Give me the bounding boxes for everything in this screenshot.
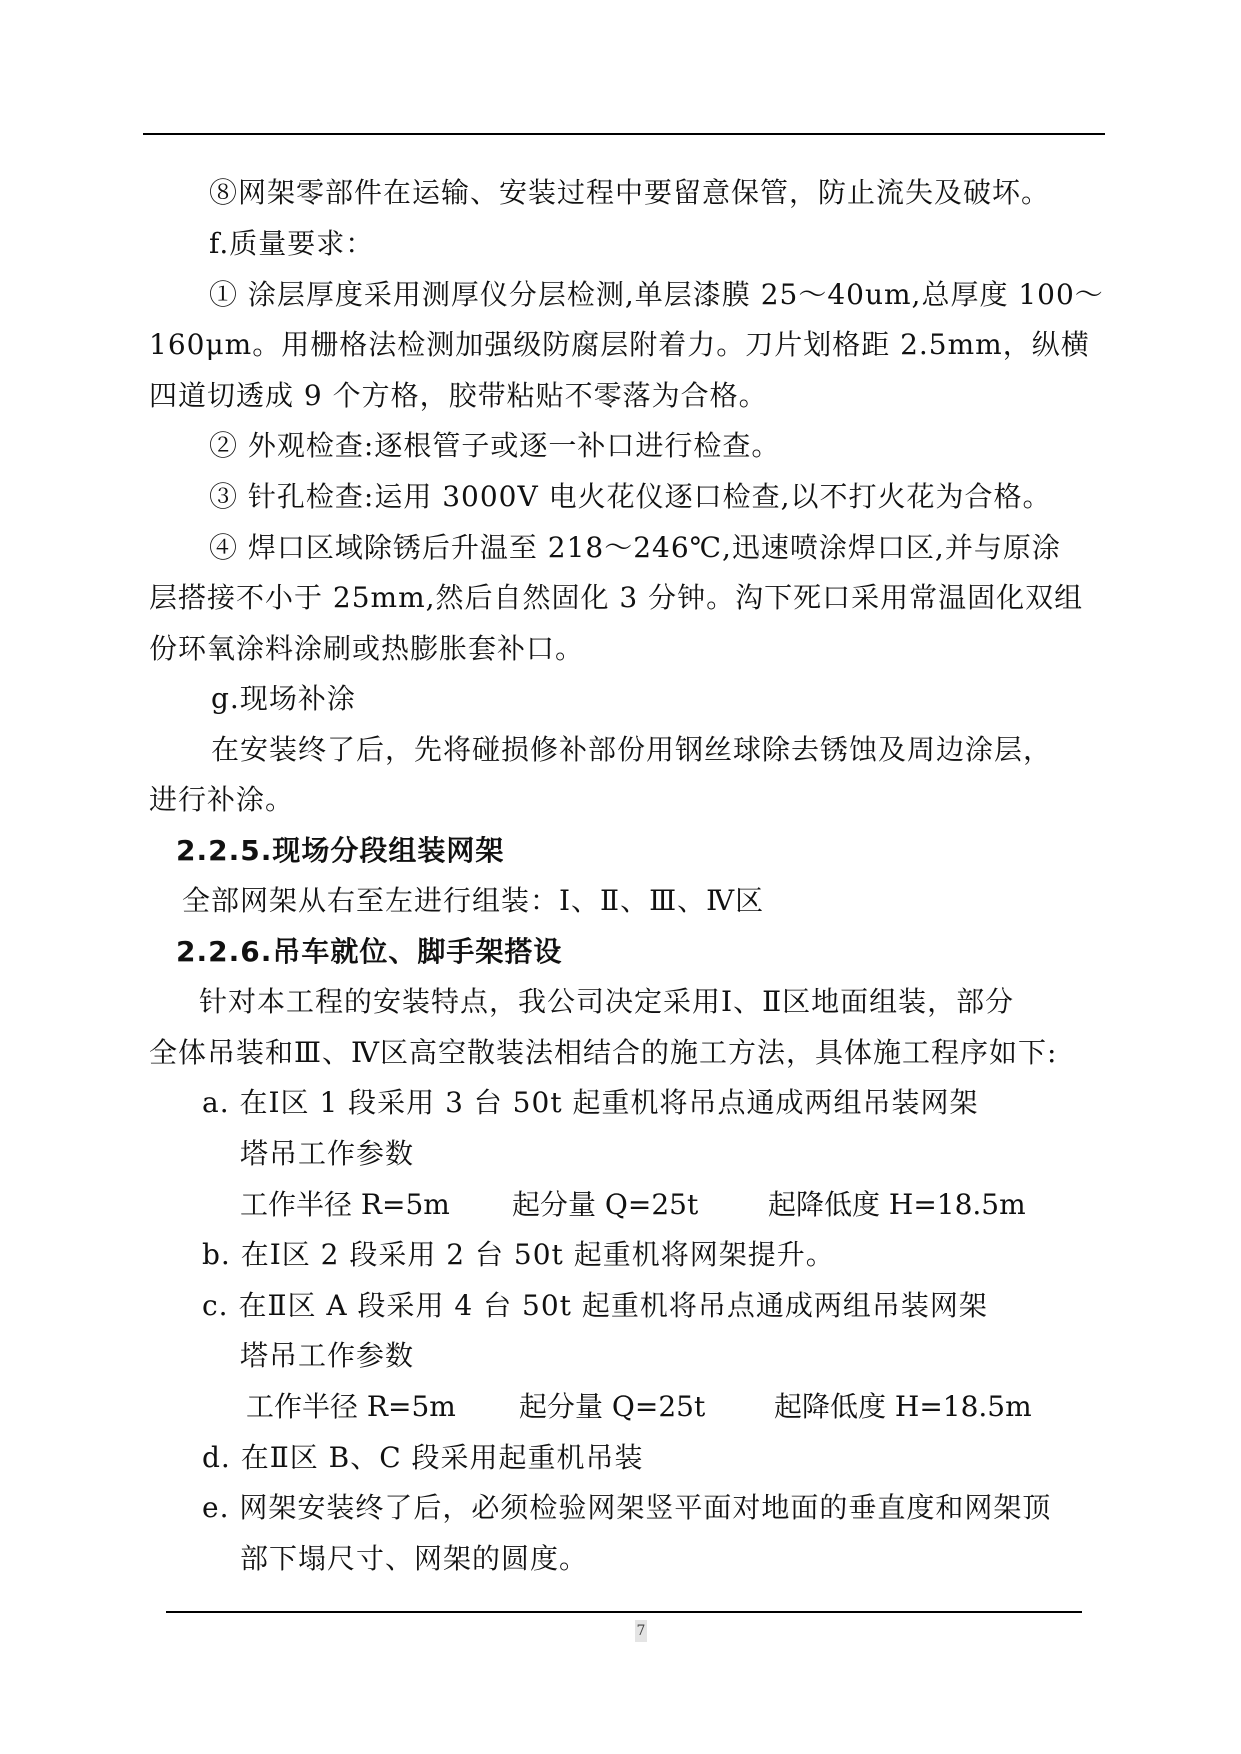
step-e-line-1: e. 网架安装终了后，必须检验网架竖平面对地面的垂直度和网架顶	[202, 1491, 1052, 1524]
step-a: a. 在Ⅰ区 1 段采用 3 台 50t 起重机将吊点通成两组吊装网架	[202, 1086, 979, 1119]
step-c-subtitle: 塔吊工作参数	[240, 1339, 415, 1372]
section-g-line-1: 在安装终了后，先将碰损修补部份用钢丝球除去锈蚀及周边涂层，	[211, 733, 1053, 766]
step-b: b. 在Ⅰ区 2 段采用 2 台 50t 起重机将网架提升。	[202, 1238, 835, 1271]
header-rule	[143, 133, 1105, 135]
step-a-load: 起分量 Q=25t	[512, 1188, 699, 1221]
heading-2-2-5: 2.2.5.现场分段组装网架	[176, 834, 505, 867]
step-c-radius: 工作半径 R=5m	[246, 1390, 456, 1423]
paragraph-2-2-5: 全部网架从右至左进行组装：Ⅰ、Ⅱ、Ⅲ、Ⅳ区	[182, 884, 765, 917]
step-a-height: 起降低度 H=18.5m	[768, 1188, 1026, 1221]
quality-item-1-line-3: 四道切透成 9 个方格，胶带粘贴不零落为合格。	[149, 379, 768, 412]
paragraph-2-2-6-line-2: 全体吊装和Ⅲ、Ⅳ区高空散装法相结合的施工方法，具体施工程序如下:	[149, 1036, 1058, 1069]
heading-2-2-6: 2.2.6.吊车就位、脚手架搭设	[176, 935, 563, 968]
step-a-subtitle: 塔吊工作参数	[240, 1137, 415, 1170]
quality-item-3: ③ 针孔检查:运用 3000V 电火花仪逐口检查,以不打火花为合格。	[209, 480, 1052, 513]
section-f-title: f.质量要求：	[209, 227, 375, 260]
step-a-radius: 工作半径 R=5m	[240, 1188, 450, 1221]
step-d: d. 在Ⅱ区 B、C 段采用起重机吊装	[202, 1441, 644, 1474]
footer-rule	[166, 1611, 1082, 1613]
page-number: 7	[635, 1620, 647, 1642]
quality-item-1-line-2: 160μm。用栅格法检测加强级防腐层附着力。刀片划格距 2.5mm，纵横	[149, 328, 1090, 361]
step-c: c. 在Ⅱ区 A 段采用 4 台 50t 起重机将吊点通成两组吊装网架	[202, 1289, 988, 1322]
section-g-title: g.现场补涂	[211, 682, 356, 715]
quality-item-1-line-1: ① 涂层厚度采用测厚仪分层检测,单层漆膜 25～40um,总厚度 100～	[209, 278, 1104, 311]
step-e-line-2: 部下塌尺寸、网架的圆度。	[240, 1542, 589, 1575]
quality-item-4-line-2: 层搭接不小于 25mm,然后自然固化 3 分钟。沟下死口采用常温固化双组	[149, 581, 1084, 614]
paragraph-2-2-6-line-1: 针对本工程的安装特点，我公司决定采用Ⅰ、Ⅱ区地面组装，部分	[199, 985, 1015, 1018]
step-c-load: 起分量 Q=25t	[519, 1390, 706, 1423]
step-c-height: 起降低度 H=18.5m	[774, 1390, 1032, 1423]
item-8: ⑧网架零部件在运输、安装过程中要留意保管，防止流失及破坏。	[209, 176, 1051, 209]
quality-item-4-line-3: 份环氧涂料涂刷或热膨胀套补口。	[149, 632, 585, 665]
quality-item-4-line-1: ④ 焊口区域除锈后升温至 218～246℃,迅速喷涂焊口区,并与原涂	[209, 531, 1061, 564]
section-g-line-2: 进行补涂。	[149, 783, 295, 816]
quality-item-2: ② 外观检查:逐根管子或逐一补口进行检查。	[209, 429, 781, 462]
